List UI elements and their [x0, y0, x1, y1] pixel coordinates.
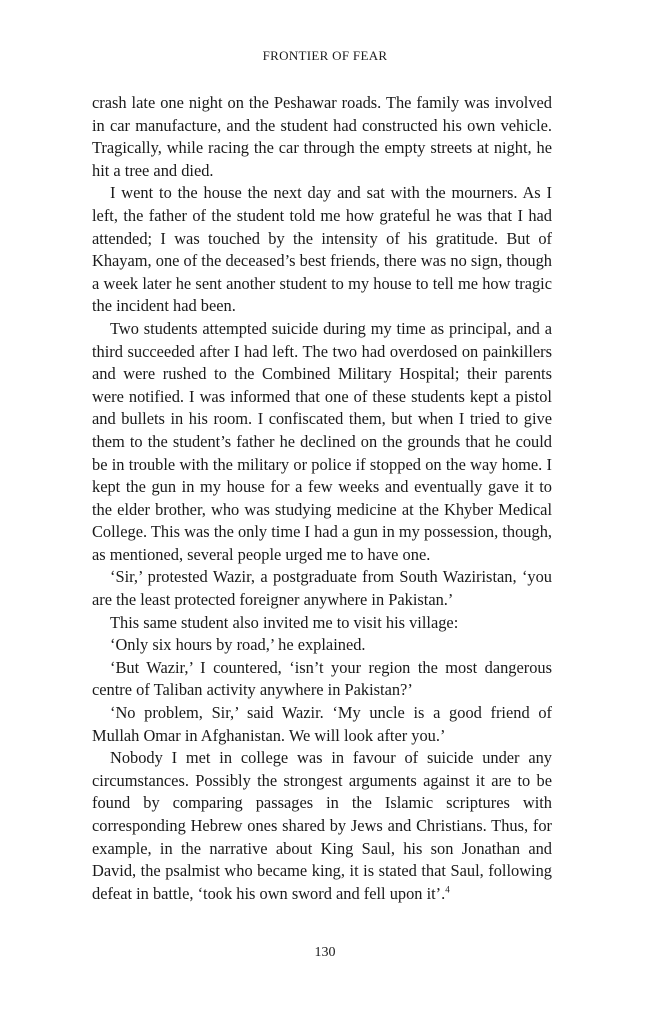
paragraph-5: This same student also invited me to visit his village: [110, 612, 459, 632]
paragraph-9 [92, 747, 552, 905]
paragraph-6: ‘Only six hours by road,’ he explained. [110, 635, 366, 655]
body-text [92, 92, 552, 905]
paragraph-1: crash late one night on the Peshawar roads. The family was involved in car manufacture, and the student had constructed his own vehicle. Tragically, while racing the car through the empty streets at night, he hit a tree and died. [92, 93, 552, 180]
running-head: FRONTIER OF FEAR [262, 48, 388, 63]
paragraph-9-text: Nobody I met in college was in favour of suicide under any circumstances. Possibly the strongest arguments against it are to be found by comparing passages in the Islamic scriptures with corresponding Hebrew ones shared by Jews and Christians. Thus, for example, in the narrative about King Saul, his son Jonathan and David, the psalmist who became king, it is stated that Saul, following defeat in battle, ‘took his own sword and fell upon it’. [92, 748, 552, 903]
footnote-reference: 4 [445, 884, 450, 895]
paragraph-3: Two students attempted suicide during my time as principal, and a third succeeded after I had left. The two had overdosed on painkillers and were rushed to the Combined Military Hospital; their parents were notified. I was informed that one of these students kept a pistol and bullets in his room. I confiscated them, but when I tried to give them to the student’s father he declined on the grounds that he could be in trouble with the military or police if stopped on the way home. I kept the gun in my house for a few weeks and eventually gave it to the elder brother, who was studying medicine at the Khyber Medical College. This was the only time I had a gun in my possession, though, as mentioned, several people urged me to have one. [92, 318, 552, 564]
paragraph-2: I went to the house the next day and sat with the mourners. As I left, the father of the student told me how grateful he was that I had attended; I was touched by the intensity of his gratitude. But of Khayam, one of the deceased’s best friends, there was no sign, though a week later he sent another student to my house to tell me how tragic the incident had been. [92, 183, 552, 316]
paragraph-7: ‘But Wazir,’ I countered, ‘isn’t your region the most dangerous centre of Taliban activity anywhere in Pakistan?’ [92, 657, 552, 700]
paragraph-4: ‘Sir,’ protested Wazir, a postgraduate from South Waziristan, ‘you are the least protected foreigner anywhere in Pakistan.’ [92, 567, 552, 610]
page-number: 130 [314, 945, 336, 960]
paragraph-8: ‘No problem, Sir,’ said Wazir. ‘My uncle is a good friend of Mullah Omar in Afghanistan. We will look after you.’ [92, 703, 552, 745]
